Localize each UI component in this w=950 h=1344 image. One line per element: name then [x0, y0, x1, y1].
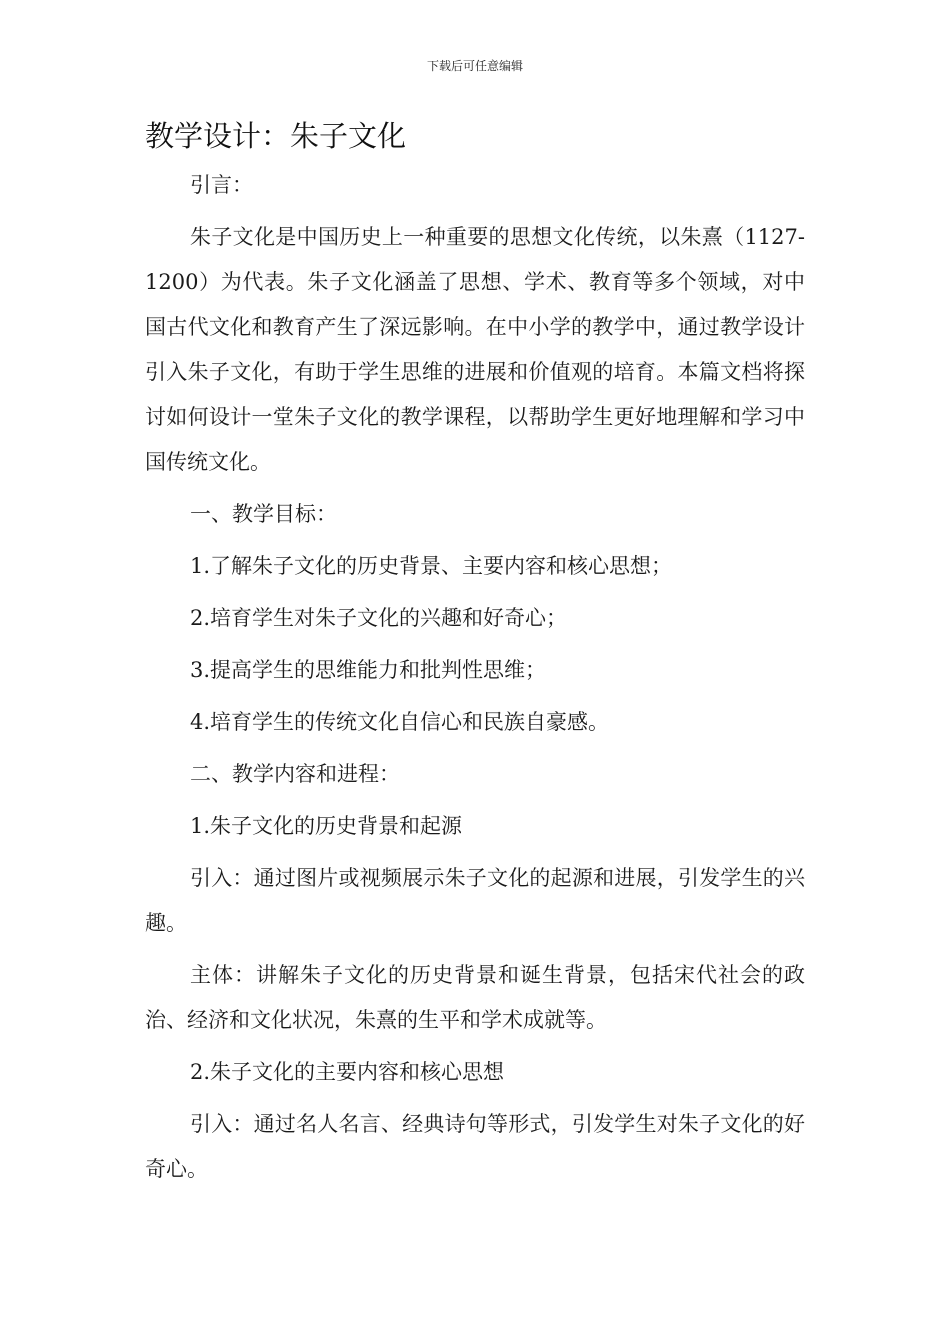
section-heading-goals: 一、教学目标：	[190, 502, 337, 526]
paragraph-lead-in-1: 引入：通过图片或视频展示朱子文化的起源和进展，引发学生的兴趣。	[145, 866, 805, 935]
paragraph-intro-heading: 引言：	[190, 173, 253, 197]
goal-item-3: 3.提高学生的思维能力和批判性思维；	[190, 658, 547, 682]
section-heading-content: 二、教学内容和进程：	[190, 762, 400, 786]
goal-item-4: 4.培育学生的传统文化自信心和民族自豪感。	[190, 710, 610, 734]
header-note: 下载后可任意编辑	[426, 59, 523, 73]
paragraph-main-1: 主体：讲解朱子文化的历史背景和诞生背景，包括宋代社会的政治、经济和文化状况，朱熹的生平和学术成就等。	[145, 963, 805, 1032]
goal-item-2: 2.培育学生对朱子文化的兴趣和好奇心；	[190, 606, 568, 630]
document-body	[145, 163, 805, 1199]
subsection-heading-1: 1.朱子文化的历史背景和起源	[190, 814, 463, 838]
goal-item-1: 1.了解朱子文化的历史背景、主要内容和核心思想；	[190, 554, 673, 578]
document-title: 教学设计：朱子文化	[145, 119, 407, 153]
paragraph-intro: 朱子文化是中国历史上一种重要的思想文化传统，以朱熹（1127-1200）为代表。朱子文化涵盖了思想、学术、教育等多个领域，对中国古代文化和教育产生了深远影响。在中小学的教学中，通过教学设计引入朱子文化，有助于学生思维的进展和价值观的培育。本篇文档将探讨如何设计一堂朱子文化的教学课程，以帮助学生更好地理解和学习中国传统文化。	[145, 225, 805, 474]
paragraph-lead-in-2: 引入：通过名人名言、经典诗句等形式，引发学生对朱子文化的好奇心。	[145, 1112, 805, 1181]
subsection-heading-2: 2.朱子文化的主要内容和核心思想	[190, 1060, 505, 1084]
